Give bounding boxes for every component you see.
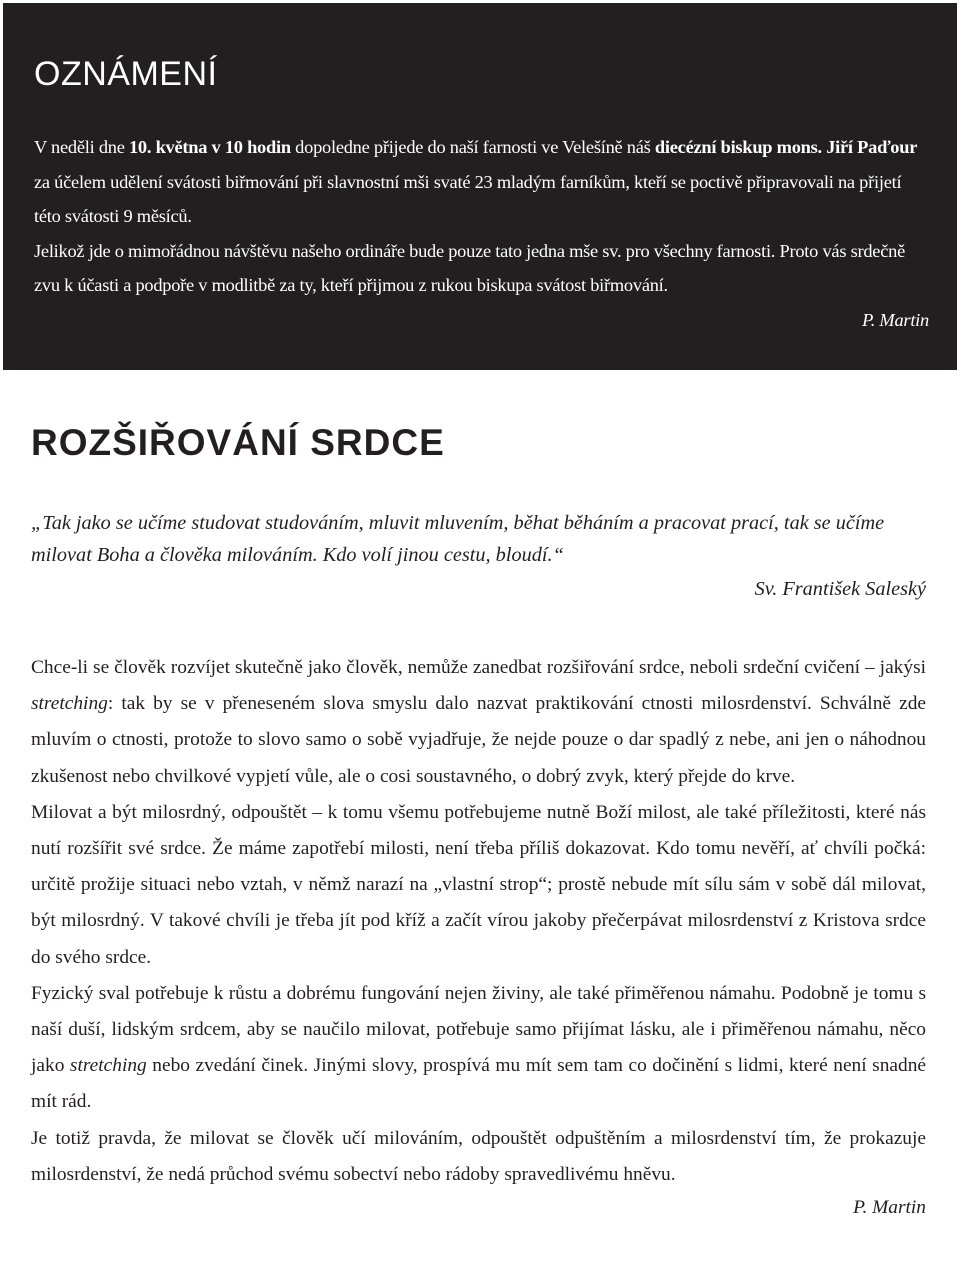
text-run: Chce-li se člověk rozvíjet skutečně jako člověk, nemůže zanedbat rozšiřování srdce, neboli srdeční cvičení – jakýsi [31,657,926,678]
announcement-title: OZNÁMENÍ [34,55,218,93]
announcement-paragraph-1 [34,130,929,234]
emphasis: stretching [31,693,108,715]
announcement-text [34,130,929,338]
article-title: ROZŠIŘOVÁNÍ SRDCE [31,422,445,463]
quote-author: Sv. František Saleský [754,578,926,600]
text-run: V neděli dne [34,137,129,157]
article-paragraph-1 [31,650,926,795]
bishop-name: diecézní biskup mons. Jiří Paďour [654,137,918,157]
announcement-box [3,3,957,370]
article-paragraph-3 [31,976,926,1121]
article-signature: P. Martin [853,1197,926,1219]
article-quote [31,507,926,605]
date-time: 10. května v 10 hodin [128,137,291,157]
text-run: nebo zvedání činek. Jinými slovy, prospívá mu mít sem tam co dočinění s lidmi, které není snadné mít rád. [31,1055,927,1113]
emphasis: stretching [69,1055,147,1077]
article-body [31,650,926,1223]
text-run: Fyzický sval potřebuje k růstu a dobrému fungování nejen živiny, ale také přiměřenou námahu. Podobně je tomu s naší duší, lidským srdcem, aby se naučilo milovat, potřebuje samo přijímat lásku, ale i přiměřenou námahu, něco jako [31,982,926,1077]
text-run: za účelem udělení svátosti biřmování při slavnostní mši svaté 23 mladým farníkům, kteří se poctivě připravovali na přijetí této svátosti 9 měsíců. [34,171,902,227]
text-run: dopoledne přijede do naší farnosti ve Velešíně náš [290,137,655,157]
announcement-paragraph-2: Jelikož jde o mimořádnou návštěvu našeho ordináře bude pouze tato jedna mše sv. pro všechny farnosti. Proto vás srdečně zvu k účasti a podpoře v modlitbě za ty, kteří přijmou z rukou biskupa svátost biřmování. [34,240,905,296]
article-paragraph-4: Je totiž pravda, že milovat se člověk učí milováním, odpouštět odpuštěním a milosrdenství tím, že prokazuje milosrdenství, že nedá průchod svému sobectví nebo rádoby spravedlivému hněvu. [31,1127,926,1185]
announcement-signature: P. Martin [862,309,929,330]
article-paragraph-2: Milovat a být milosrdný, odpouštět – k tomu všemu potřebujeme nutně Boží milost, ale také příležitosti, které nás nutí rozšířit své srdce. Že máme zapotřebí milosti, není třeba příliš dokazovat. Kdo tomu nevěří, ať chvíli počká: určitě prožije situaci nebo vztah, v němž narazí na „vlastní strop“; prostě nebude mít sílu sám v sobě dál milovat, být milosrdný. V takové chvíli je třeba jít pod kříž a začít vírou jakoby přečerpávat milosrdenství z Kristova srdce do svého srdce. [31,801,926,968]
text-run: : tak by se v přeneseném slova smyslu dalo nazvat praktikování ctnosti milosrdenství. Schválně zde mluvím o ctnosti, protože to slovo samo o sobě vyjadřuje, že nejde pouze o dar spadlý z nebe, ani jen o náhodnou zkušenost nebo chvilkové vypjetí vůle, ale o cosi soustavného, o dobrý zvyk, který přejde do krve. [31,693,926,787]
quote-text: „Tak jako se učíme studovat studováním, mluvit mluvením, běhat běháním a pracovat prací, tak se učíme milovat Boha a člověka milováním. Kdo volí jinou cestu, bloudí.“ [31,512,885,566]
